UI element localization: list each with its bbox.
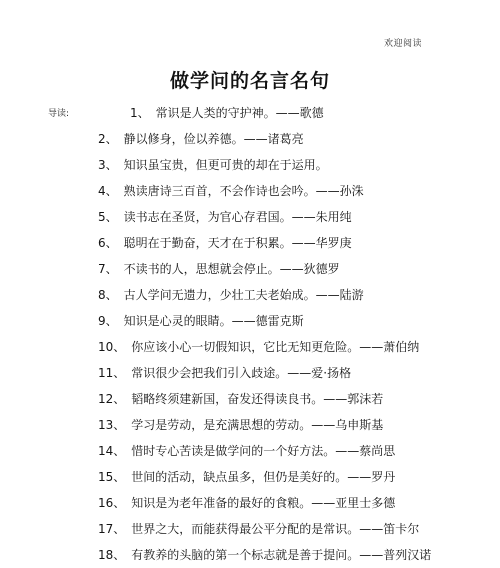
quote-item xyxy=(98,178,488,204)
quote-item xyxy=(98,152,488,178)
quote-text: 不读书的人，思想就会停止。——狄德罗 xyxy=(123,262,340,276)
quote-text: 世间的活动，缺点虽多，但仍是美好的。——罗丹 xyxy=(131,470,396,484)
quote-item xyxy=(98,412,488,438)
quote-text: 知识是为老年准备的最好的食粮。——亚里士多德 xyxy=(131,496,396,510)
quote-number: 5、 xyxy=(98,210,118,224)
quote-item xyxy=(98,438,488,464)
quote-text: 熟读唐诗三百首，不会作诗也会吟。——孙洙 xyxy=(123,184,364,198)
quote-number: 13、 xyxy=(98,418,126,432)
quote-number: 7、 xyxy=(98,262,118,276)
quote-number: 1、 xyxy=(130,106,150,120)
quote-item xyxy=(98,360,488,386)
quote-item xyxy=(98,230,488,256)
quote-text: 静以修身，俭以养德。——诸葛亮 xyxy=(123,132,304,146)
quote-text: 知识虽宝贵，但更可贵的却在于运用。 xyxy=(123,158,328,172)
quote-number: 12、 xyxy=(98,392,126,406)
quote-item xyxy=(98,308,488,334)
quote-text: 古人学问无遗力，少壮工夫老始成。——陆游 xyxy=(123,288,364,302)
quote-item xyxy=(98,542,488,568)
quote-text: 读书志在圣贤，为官心存君国。——朱用纯 xyxy=(123,210,352,224)
quote-number: 6、 xyxy=(98,236,118,250)
quote-item xyxy=(98,204,488,230)
quote-number: 4、 xyxy=(98,184,118,198)
quote-item xyxy=(98,516,488,542)
quote-list xyxy=(98,100,488,568)
quote-number: 8、 xyxy=(98,288,118,302)
quote-number: 16、 xyxy=(98,496,126,510)
quote-item xyxy=(98,100,488,126)
quote-number: 15、 xyxy=(98,470,126,484)
quote-text: 学习是劳动，是充满思想的劳动。——乌申斯基 xyxy=(131,418,384,432)
quote-number: 17、 xyxy=(98,522,126,536)
quote-number: 10、 xyxy=(98,340,126,354)
quote-text: 惜时专心苦读是做学问的一个好方法。——蔡尚思 xyxy=(131,444,396,458)
quote-item xyxy=(98,386,488,412)
quote-item xyxy=(98,334,488,360)
quote-text: 世界之大，而能获得最公平分配的是常识。——笛卡尔 xyxy=(131,522,420,536)
quote-number: 9、 xyxy=(98,314,118,328)
quote-item xyxy=(98,490,488,516)
quote-item xyxy=(98,256,488,282)
quote-number: 11、 xyxy=(98,366,126,380)
quote-number: 3、 xyxy=(98,158,118,172)
page-title: 做学问的名言名句 xyxy=(169,70,330,92)
quote-text: 常识是人类的守护神。——歌德 xyxy=(155,106,324,120)
lead-label: 导读: xyxy=(48,109,70,119)
quote-item xyxy=(98,464,488,490)
quote-item xyxy=(98,126,488,152)
quote-text: 韬略终须建新国，奋发还得读良书。——郭沫若 xyxy=(131,392,384,406)
quote-number: 14、 xyxy=(98,444,126,458)
header-note: 欢迎阅读 xyxy=(383,39,422,49)
quote-text: 有教养的头脑的第一个标志就是善于提问。——普列汉诺 xyxy=(131,548,432,562)
quote-item xyxy=(98,282,488,308)
quote-number: 18、 xyxy=(98,548,126,562)
quote-number: 2、 xyxy=(98,132,118,146)
quote-text: 常识很少会把我们引入歧途。——爱·扬格 xyxy=(131,366,352,380)
quote-text: 聪明在于勤奋，天才在于积累。——华罗庚 xyxy=(123,236,352,250)
quote-text: 知识是心灵的眼睛。——德雷克斯 xyxy=(123,314,304,328)
quote-text: 你应该小心一切假知识，它比无知更危险。——萧伯纳 xyxy=(131,340,420,354)
